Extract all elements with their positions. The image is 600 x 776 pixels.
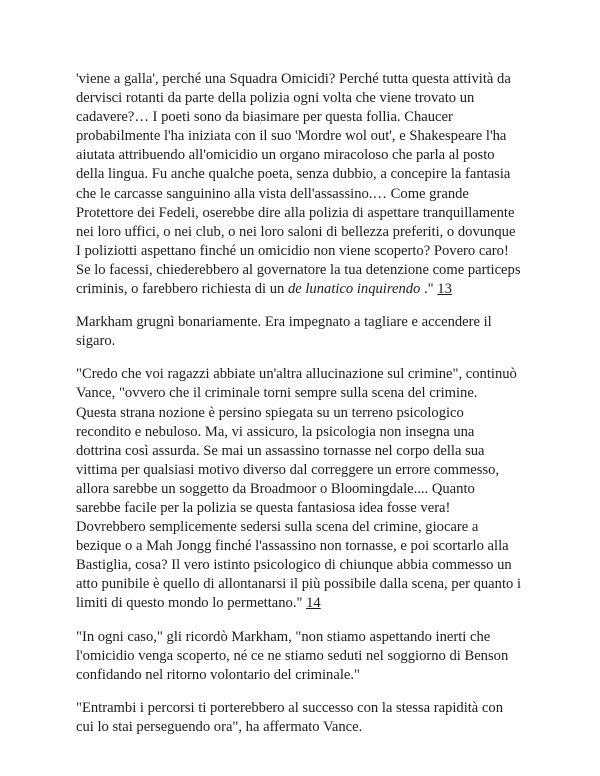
text-line: sarebbe facile per la polizia se questa fantasiosa idea fosse vera! — [76, 499, 451, 516]
text-line: cui lo stai perseguendo ora", ha affermato Vance. — [76, 718, 363, 735]
text-line: l'omicidio venga scoperto, né ce ne stiamo seduti nel soggiorno di Benson — [76, 647, 509, 664]
text-line: Bastiglia, cosa? Il vero istinto psicologico di chiunque abbia commesso un — [76, 557, 512, 574]
text-line: recondito e nebuloso. Ma, vi assicuro, la psicologia non insegna una — [76, 423, 475, 440]
text-line: Markham grugnì bonariamente. Era impegnato a tagliare e accendere il — [76, 314, 492, 331]
text-line: 'viene a galla', perché una Squadra Omicidi? Perché tutta questa attività da — [76, 71, 511, 87]
text-line: ." — [420, 281, 438, 298]
text-line: che le carcasse sanguinino alla vista dell'assassino.… Come grande — [76, 185, 469, 202]
italic-phrase: de lunatico inquirendo — [287, 281, 421, 298]
text-line: criminis, o farebbero richiesta di un — [76, 281, 288, 298]
paragraph-4 — [76, 628, 566, 685]
text-line: vittima per qualsiasi motivo diverso dal correggere un errore commesso, — [76, 461, 500, 478]
text-line: "Entrambi i percorsi ti porterebbero al successo con la stessa rapidità con — [76, 699, 504, 716]
text-line: atto punibile è quello di allontanarsi il più possibile dalla scena, per quanto i — [76, 576, 522, 593]
text-line: allora sarebbe un soggetto da Broadmoor o Bloomingdale.... Quanto — [76, 480, 475, 497]
text-line: probabilmente l'ha iniziata con il suo 'Mordre wol out', e Shakespeare l'ha — [76, 128, 507, 145]
text-line: Se lo facessi, chiederebbero al governatore la tua detenzione come particeps — [76, 261, 521, 278]
text-line: dottrina così assurda. Se mai un assassino tornasse nel corpo della sua — [76, 442, 485, 459]
text-line: I poliziotti aspettano finché un omicidio non viene scoperto? Povero caro! — [76, 242, 509, 259]
text-line: "In ogni caso," gli ricordò Markham, "non stiamo aspettando inerti che — [76, 628, 491, 645]
paragraph-3 — [76, 365, 566, 613]
text-line: sigaro. — [76, 333, 116, 350]
text-line: aiutata attribuendo all'omicidio un organo miracoloso che parla al posto — [76, 147, 495, 164]
text-line: nei loro uffici, o nei club, o nei loro saloni di bellezza preferiti, o dovunque — [76, 223, 516, 240]
text-line: bezique o a Mah Jongg finché l'assassino non tornasse, e poi scortarlo alla — [76, 538, 509, 555]
text-line: Questa strana nozione è persino spiegata su un terreno psicologico — [76, 404, 464, 421]
document-page — [76, 70, 566, 751]
paragraph-1 — [76, 70, 566, 299]
text-line: confidando nel ritorno volontario del criminale." — [76, 666, 360, 683]
text-line: cadavere?… I poeti sono da biasimare per questa follia. Chaucer — [76, 109, 453, 126]
paragraph-2 — [76, 313, 566, 351]
text-line: dervisci rotanti da parte della polizia ogni volta che viene trovato un — [76, 90, 475, 107]
footnote-link-14[interactable]: 14 — [306, 595, 321, 612]
text-line: della lingua. Fu anche qualche poeta, senza dubbio, a concepire la fantasia — [76, 166, 511, 183]
text-line: Protettore dei Fedeli, oserebbe dire alla polizia di aspettare tranquillamente — [76, 204, 515, 221]
text-line: limiti di questo mondo lo permettano." — [76, 595, 307, 612]
footnote-link-13[interactable]: 13 — [437, 281, 452, 298]
text-line: "Credo che voi ragazzi abbiate un'altra allucinazione sul crimine", continuò — [76, 366, 517, 383]
text-line: Vance, "ovvero che il criminale torni sempre sulla scena del crimine. — [76, 385, 478, 402]
paragraph-5 — [76, 699, 566, 737]
text-line: Dovrebbero semplicemente sedersi sulla scena del crimine, giocare a — [76, 519, 479, 536]
